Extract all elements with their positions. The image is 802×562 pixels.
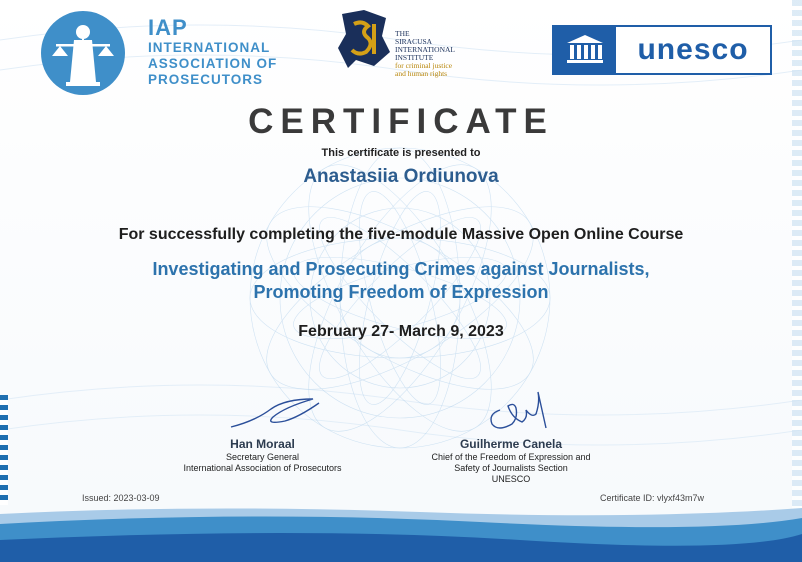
signatory-2 (416, 437, 606, 485)
signature-han-moraal (225, 395, 325, 433)
signatory-1-role-2: International Association of Prosecutors (183, 463, 342, 473)
issued-date: Issued: 2023-03-09 (82, 493, 160, 503)
unesco-wordmark: unesco (637, 33, 749, 66)
iap-line-3: PROSECUTORS (148, 72, 264, 87)
siracusa-sicily-logo (334, 8, 394, 70)
course-title-line-1: Investigating and Prosecuting Crimes against Journalists, (152, 259, 650, 279)
siracusa-line-5: for criminal justice (395, 61, 453, 70)
unesco-logo (552, 25, 772, 75)
left-border-stripes (0, 395, 8, 505)
signatory-2-role-1: Chief of the Freedom of Expression and (431, 452, 591, 462)
siracusa-line-6: and human rights (395, 69, 448, 78)
certificate-id: Certificate ID: vlyxf43m7w (600, 493, 705, 503)
siracusa-line-3: INTERNATIONAL (395, 45, 455, 54)
siracusa-wordmark (395, 30, 455, 78)
iap-wordmark (148, 16, 277, 88)
recipient-name: Anastasiia Ordiunova (303, 166, 499, 187)
certificate-title: CERTIFICATE (248, 102, 554, 141)
signature-guilherme-canela (482, 388, 552, 438)
signatory-2-role-3: UNESCO (491, 474, 531, 484)
signatory-2-role-2: Safety of Journalists Section (454, 463, 568, 473)
course-title (0, 258, 802, 304)
signatory-1 (170, 437, 355, 474)
iap-justice-logo (38, 10, 128, 96)
completion-statement: For successfully completing the five-module Massive Open Online Course (118, 226, 684, 243)
bottom-wave-decoration (0, 500, 802, 562)
unesco-temple-icon (554, 27, 616, 73)
siracusa-line-1: THE (395, 29, 410, 38)
signatory-1-role-1: Secretary General (225, 452, 300, 462)
presented-to-text: This certificate is presented to (321, 147, 481, 159)
course-title-line-2: Promoting Freedom of Expression (253, 282, 549, 302)
course-dates: February 27- March 9, 2023 (298, 323, 504, 340)
signatory-1-name: Han Moraal (230, 437, 295, 451)
signatory-2-name: Guilherme Canela (459, 437, 563, 451)
iap-line-2: ASSOCIATION OF (148, 56, 278, 71)
iap-abbreviation: IAP (148, 15, 188, 40)
siracusa-line-2: SIRACUSA (395, 37, 433, 46)
siracusa-line-4: INSTITUTE (395, 53, 434, 62)
iap-line-1: INTERNATIONAL (148, 40, 271, 55)
